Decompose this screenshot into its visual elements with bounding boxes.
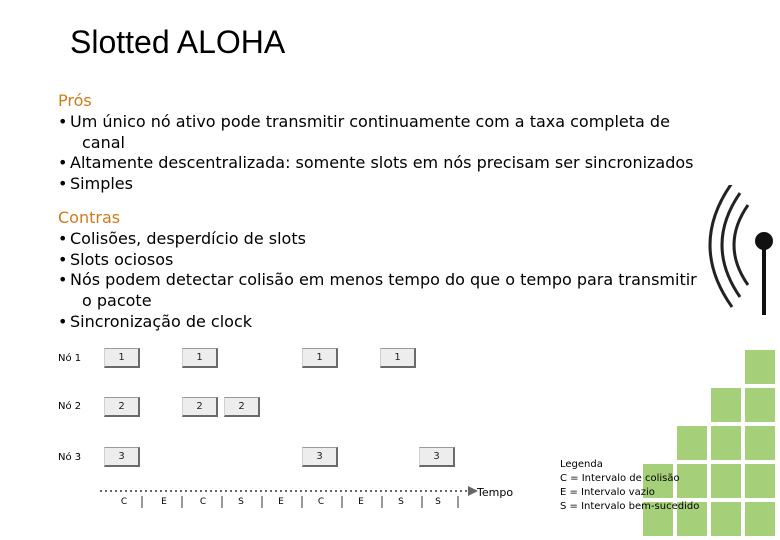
node-label: Nó 3 — [58, 452, 82, 463]
pros-item — [58, 112, 694, 153]
cons-item — [58, 229, 697, 250]
cons-item — [58, 312, 697, 333]
slot-outcome-label: E — [358, 497, 364, 507]
cons-item-text: Nós podem detectar colisão em menos tempo do que o tempo para transmitir — [70, 270, 697, 290]
axis-label: Tempo — [477, 486, 514, 499]
slot-outcome-label: S — [398, 497, 404, 507]
pros-heading: Prós — [58, 91, 92, 110]
cons-item-text: Colisões, desperdício de slots — [70, 229, 306, 248]
node-label: Nó 2 — [58, 401, 82, 412]
time-axis — [96, 482, 480, 512]
legend-title: Legenda — [560, 459, 603, 470]
slot-box: 2 — [104, 397, 140, 417]
cons-item-text: Slots ociosos — [70, 249, 174, 269]
slot-outcome-label: S — [435, 497, 441, 507]
slot-outcome-label: E — [161, 497, 167, 507]
slot-box: 3 — [419, 447, 455, 467]
node-label: Nó 1 — [58, 353, 82, 364]
slot-box: 1 — [302, 348, 338, 368]
slot-outcome-label: E — [278, 497, 284, 507]
legend-item: C = Intervalo de colisão — [560, 473, 680, 484]
pros-item-text: Um único nó ativo pode transmitir continuamente com a taxa completa de — [70, 112, 670, 131]
pros-item-text: Altamente descentralizada: somente slots em nós precisam ser sincronizados — [70, 153, 694, 173]
slot-box: 2 — [182, 397, 218, 417]
legend — [560, 458, 699, 514]
slot-box: 1 — [104, 348, 140, 368]
cons-item-text-cont: o pacote — [82, 291, 152, 311]
slot-box: 1 — [380, 348, 416, 368]
slot-box: 1 — [182, 348, 218, 368]
slot-box: 2 — [224, 397, 260, 417]
legend-item: E = Intervalo vazio — [560, 487, 655, 498]
cons-list — [58, 229, 697, 333]
pros-item-text: Simples — [70, 174, 133, 194]
cons-item — [58, 270, 697, 311]
slot-box: 3 — [104, 447, 140, 467]
cons-item — [58, 250, 697, 271]
slot-outcome-label: C — [199, 497, 207, 507]
pros-item — [58, 153, 694, 174]
pros-item-text-cont: canal — [82, 132, 125, 152]
slot-outcome-label: C — [120, 497, 128, 507]
wireless-antenna-icon — [700, 185, 780, 315]
slot-outcome-label: S — [238, 497, 244, 507]
slot-box: 3 — [302, 447, 338, 467]
pros-item — [58, 174, 694, 195]
cons-item-text: Sincronização de clock — [70, 311, 252, 331]
legend-item: S = Intervalo bem-sucedido — [560, 501, 700, 512]
pros-list — [58, 112, 694, 195]
cons-heading: Contras — [58, 208, 121, 227]
slot-outcome-label: C — [317, 497, 325, 507]
page-title: Slotted ALOHA — [70, 24, 286, 60]
